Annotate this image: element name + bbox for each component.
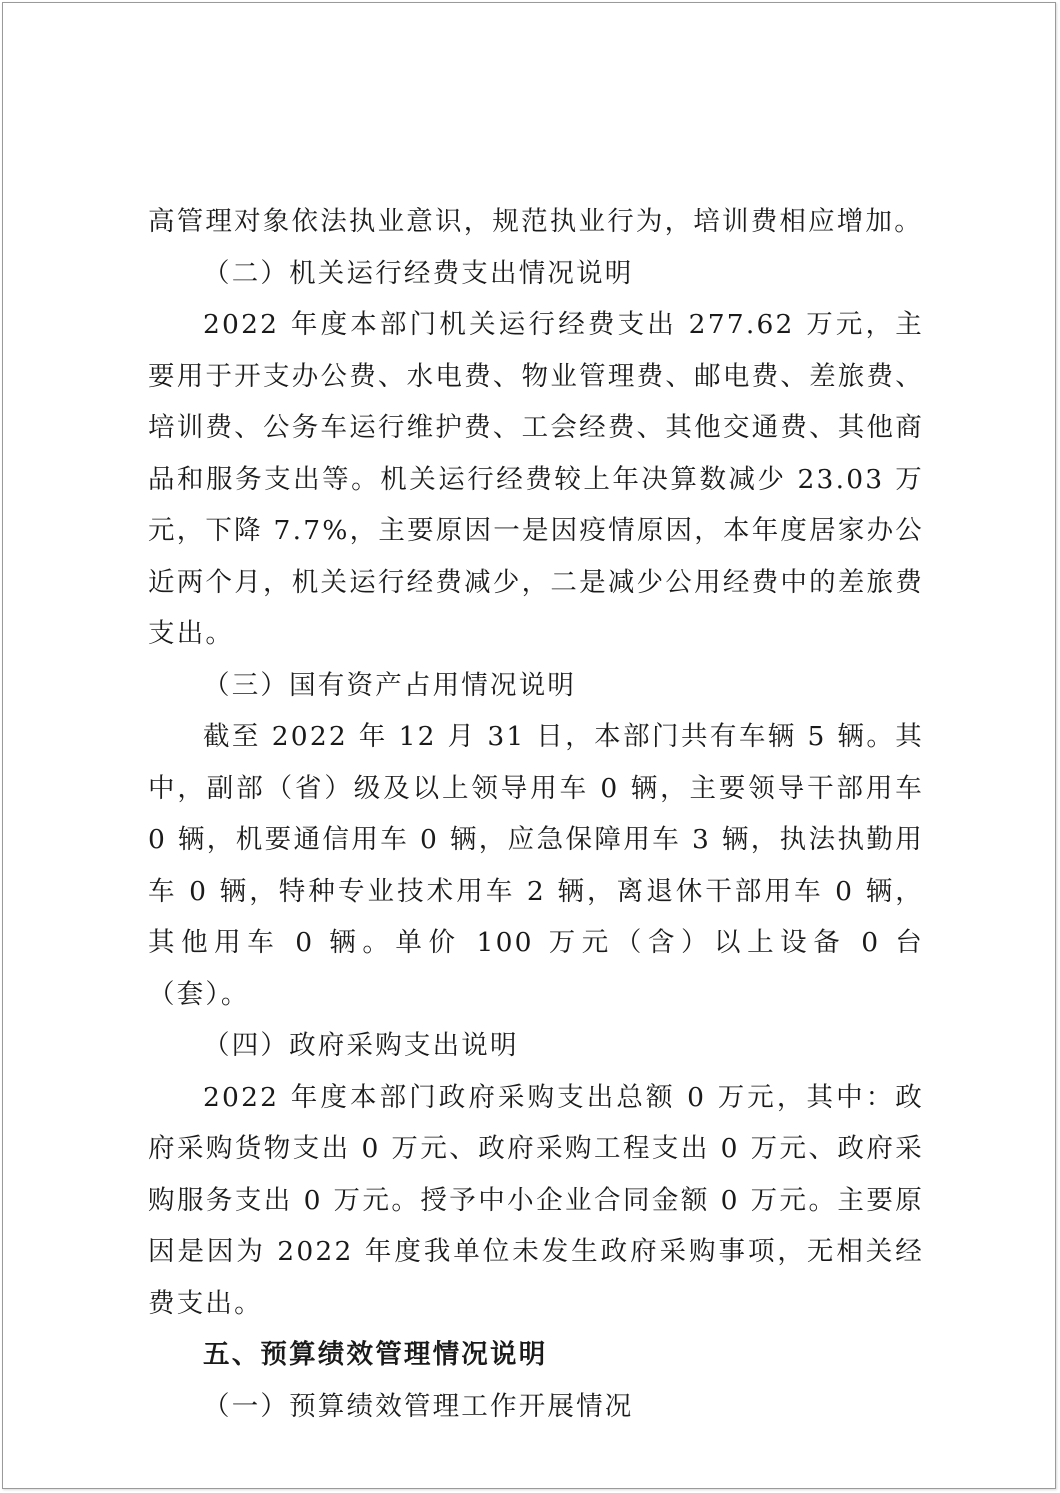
chapter-heading-performance: 五、预算绩效管理情况说明 (203, 1339, 548, 1370)
paragraph-continuation: 高管理对象依法执业意识，规范执业行为，培训费相应增加。 (148, 206, 923, 237)
document-body (148, 196, 924, 1432)
paragraph-state-assets: 截至 2022 年 12 月 31 日，本部门共有车辆 5 辆。其中，副部（省）级及以上领导用车 0 辆，主要领导干部用车 0 辆，机要通信用车 0 辆，应急保障用车 3 辆，执法执勤用车 0 辆，特种专业技术用车 2 辆，离退休干部用车 0 辆，其他用车 0 辆。单价 100 万元（含）以上设备 0 台（套）。 (148, 721, 924, 1010)
paragraph-admin-expenses: 2022 年度本部门机关运行经费支出 277.62 万元，主要用于开支办公费、水电费、物业管理费、邮电费、差旅费、培训费、公务车运行维护费、工会经费、其他交通费、其他商品和服务支出等。机关运行经费较上年决算数减少 23.03 万元，下降 7.7%，主要原因一是因疫情原因，本年度居家办公近两个月，机关运行经费减少，二是减少公用经费中的差旅费支出。 (148, 309, 924, 649)
section-heading-procurement: （四）政府采购支出说明 (203, 1030, 519, 1061)
paragraph-procurement: 2022 年度本部门政府采购支出总额 0 万元，其中：政府采购货物支出 0 万元、政府采购工程支出 0 万元、政府采购服务支出 0 万元。授予中小企业合同金额 0 万元。主要原因是因为 2022 年度我单位未发生政府采购事项，无相关经费支出。 (148, 1081, 924, 1319)
section-heading-performance-work: （一）预算绩效管理工作开展情况 (203, 1390, 634, 1422)
section-heading-admin-expenses: （二）机关运行经费支出情况说明 (203, 257, 634, 289)
section-heading-state-assets: （三）国有资产占用情况说明 (203, 669, 577, 701)
